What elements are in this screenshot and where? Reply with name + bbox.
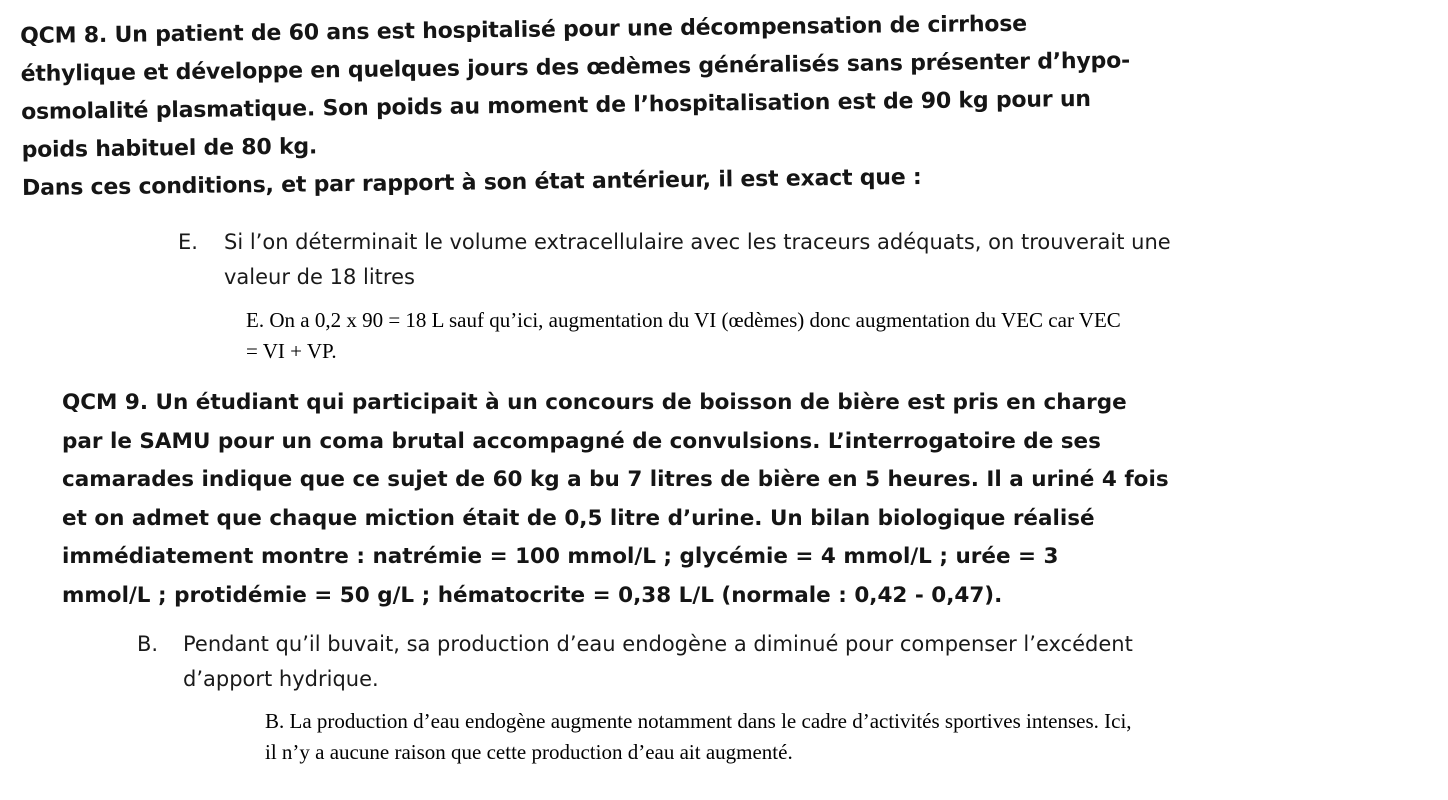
qcm9-option-b bbox=[137, 627, 1133, 697]
option-letter: B. bbox=[137, 632, 159, 656]
qcm9-correction bbox=[265, 706, 1132, 768]
qcm9-line: mmol/L ; protidémie = 50 g/L ; hématocrite = 0,38 L/L (normale : 0,42 - 0,47). bbox=[62, 582, 1003, 608]
option-letter: E. bbox=[178, 230, 198, 254]
correction-line: B. La production d’eau endogène augmente notamment dans le cadre d’activités sportives intenses. Ici, bbox=[265, 709, 1132, 733]
qcm8-option-e bbox=[178, 225, 1171, 295]
qcm8-correction bbox=[246, 305, 1121, 367]
qcm8-line: osmolalité plasmatique. Son poids au moment de l’hospitalisation est de 90 kg pour un bbox=[21, 86, 1091, 125]
option-line: Pendant qu’il buvait, sa production d’eau endogène a diminué pour compenser l’excédent bbox=[183, 632, 1133, 656]
option-text bbox=[183, 627, 1133, 697]
option-line: Si l’on déterminait le volume extracellulaire avec les traceurs adéquats, on trouverait une bbox=[224, 230, 1171, 254]
option-line: valeur de 18 litres bbox=[224, 265, 415, 289]
qcm8-line: éthylique et développe en quelques jours des œdèmes généralisés sans présenter d’hypo- bbox=[20, 48, 1131, 87]
option-text bbox=[224, 225, 1171, 295]
qcm9-line: et on admet que chaque miction était de 0,5 litre d’urine. Un bilan biologique réalisé bbox=[62, 505, 1095, 531]
qcm9-question bbox=[62, 384, 1169, 615]
qcm9-line: immédiatement montre : natrémie = 100 mmol/L ; glycémie = 4 mmol/L ; urée = 3 bbox=[62, 544, 1059, 569]
qcm8-line: QCM 8. Un patient de 60 ans est hospitalisé pour une décompensation de cirrhose bbox=[20, 11, 1028, 49]
qcm9-line: par le SAMU pour un coma brutal accompagné de convulsions. L’interrogatoire de ses bbox=[62, 428, 1101, 454]
qcm8-question bbox=[20, 4, 1202, 208]
correction-line: = VI + VP. bbox=[246, 339, 337, 363]
correction-line: E. On a 0,2 x 90 = 18 L sauf qu’ici, augmentation du VI (œdèmes) donc augmentation du VEC car VEC bbox=[246, 308, 1121, 332]
qcm8-line: poids habituel de 80 kg. bbox=[21, 134, 318, 163]
correction-line: il n’y a aucune raison que cette production d’eau ait augmenté. bbox=[265, 740, 793, 764]
qcm8-line: Dans ces conditions, et par rapport à son état antérieur, il est exact que : bbox=[21, 164, 922, 201]
option-line: d’apport hydrique. bbox=[183, 667, 379, 691]
qcm9-line: QCM 9. Un étudiant qui participait à un concours de boisson de bière est pris en charge bbox=[62, 390, 1127, 415]
qcm9-line: camarades indique que ce sujet de 60 kg a bu 7 litres de bière en 5 heures. Il a uriné 4 fois bbox=[62, 467, 1169, 492]
